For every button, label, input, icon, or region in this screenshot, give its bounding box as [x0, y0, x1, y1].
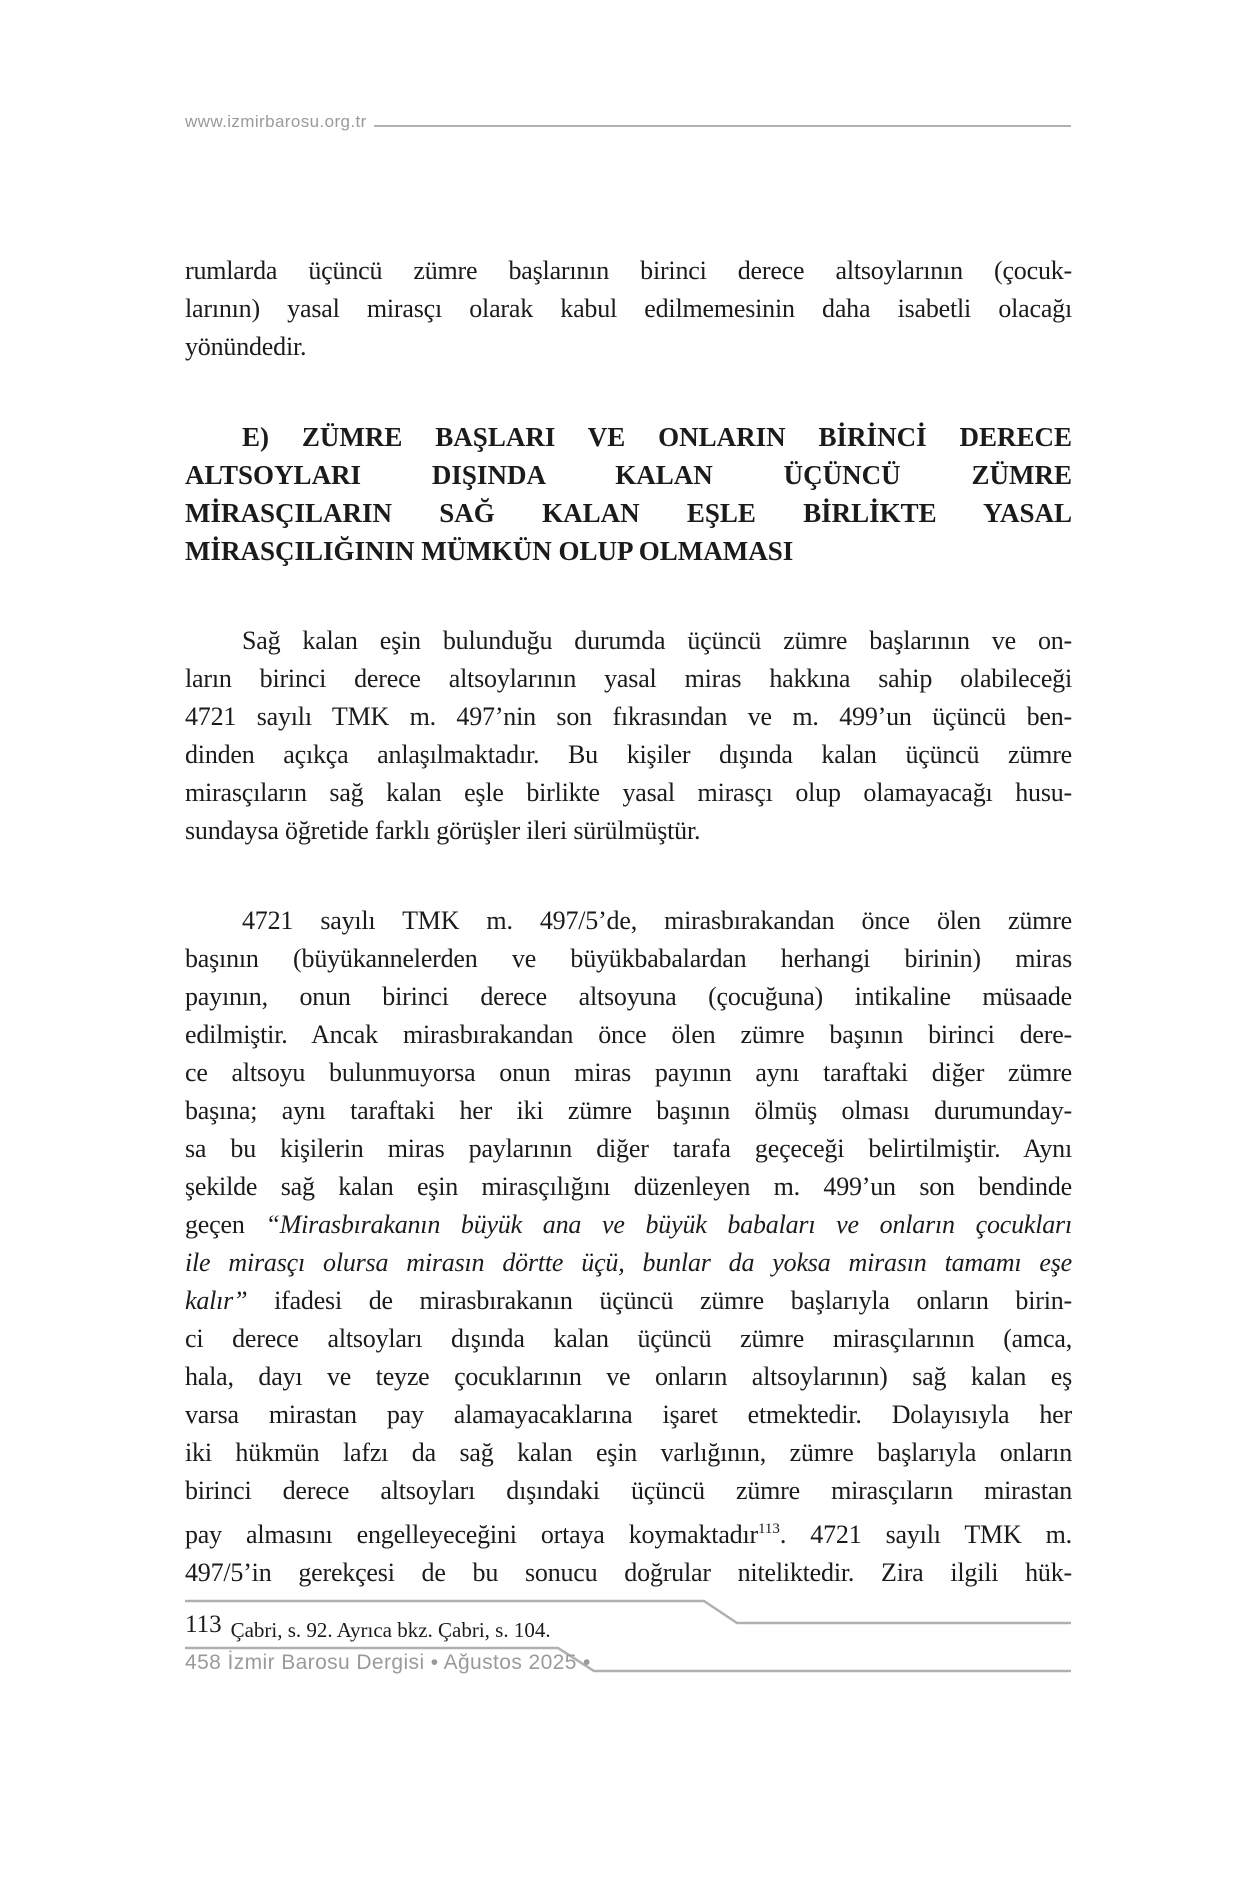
text-line: rumlarda üçüncü zümre başlarının birinci derece altsoylarının (çocuk- [185, 256, 1072, 285]
text-line: ALTSOYLARI DIŞINDA KALAN ÜÇÜNCÜ ZÜMRE [185, 460, 1072, 490]
text-line: 4721 sayılı TMK m. 497’nin son fıkrasından ve m. 499’un üçüncü ben- [185, 702, 1072, 731]
text-line: MİRASÇILIĞININ MÜMKÜN OLUP OLMAMASI [185, 536, 794, 566]
text-line: başına; aynı taraftaki her iki zümre başının ölmüş olması durumunday- [185, 1096, 1072, 1125]
text-line: ların birinci derece altsoylarının yasal miras hakkına sahip olabileceği [185, 664, 1072, 693]
text-line: MİRASÇILARIN SAĞ KALAN EŞLE BİRLİKTE YASAL [185, 498, 1072, 528]
text-line: başının (büyükannelerden ve büyükbabalardan herhangi birinin) miras [185, 944, 1072, 973]
paragraph [185, 902, 1072, 1592]
text-line: yönündedir. [185, 332, 307, 361]
journal-url: www.izmirbarosu.org.tr [185, 112, 367, 131]
page-footer [185, 1651, 1072, 1675]
text-line: dinden açıkça anlaşılmaktadır. Bu kişiler dışında kalan üçüncü zümre [185, 740, 1072, 769]
text-line: mirasçıların sağ kalan eşle birlikte yasal mirasçı olup olamayacağı husu- [185, 778, 1072, 807]
section-heading [185, 418, 1072, 570]
page-header [185, 112, 1072, 138]
paragraph [185, 622, 1072, 850]
text-line: 497/5’in gerekçesi de bu sonucu doğrular niteliktedir. Zira ilgili hük- [185, 1558, 1072, 1587]
text-line: geçen “Mirasbırakanın büyük ana ve büyük babaları ve onların çocukları [185, 1210, 1072, 1239]
text-line: pay almasını engelleyeceğini ortaya koymaktadır$^{113}$. 4721 sayılı TMK m. [185, 1520, 1072, 1549]
footnote-number: 113 [185, 1611, 222, 1638]
footer-text: 458 İzmir Barosu Dergisi • Ağustos 2025 • [185, 1651, 591, 1674]
paragraph [185, 252, 1072, 366]
text-line: edilmiştir. Ancak mirasbırakandan önce ölen zümre başının birinci dere- [185, 1020, 1072, 1049]
text-line: sundaysa öğretide farklı görüşler ileri sürülmüştür. [185, 816, 701, 845]
text-line: ce altsoyu bulunmuyorsa onun miras payının aynı taraftaki diğer zümre [185, 1058, 1072, 1087]
text-line: hala, dayı ve teyze çocuklarının ve onların altsoylarının) sağ kalan eş [185, 1362, 1072, 1391]
footnote-text: Çabri, s. 92. Ayrıca bkz. Çabri, s. 104. [230, 1618, 551, 1642]
footnote-ref: 113 [757, 1521, 780, 1537]
article-body [185, 252, 1072, 1592]
text-line: birinci derece altsoyları dışındaki üçüncü zümre mirasçıların mirastan [185, 1476, 1072, 1505]
text-line: şekilde sağ kalan eşin mirasçılığını düzenleyen m. 499’un son bendinde [185, 1172, 1072, 1201]
text-line: E) ZÜMRE BAŞLARI VE ONLARIN BİRİNCİ DERECE [242, 422, 1072, 452]
text-line: ci derece altsoyları dışında kalan üçüncü zümre mirasçılarının (amca, [185, 1324, 1072, 1353]
text-line: kalır” ifadesi de mirasbırakanın üçüncü zümre başlarıyla onların birin- [185, 1286, 1072, 1315]
text-line: larının) yasal mirasçı olarak kabul edilmemesinin daha isabetli olacağı [185, 294, 1072, 323]
text-line: sa bu kişilerin miras paylarının diğer tarafa geçeceği belirtilmiştir. Aynı [185, 1134, 1072, 1163]
text-line: ile mirasçı olursa mirasın dörtte üçü, bunlar da yoksa mirasın tamamı eşe [185, 1248, 1072, 1277]
text-line: iki hükmün lafzı da sağ kalan eşin varlığının, zümre başlarıyla onların [185, 1438, 1072, 1467]
footnote [185, 1610, 1072, 1645]
text-line: Sağ kalan eşin bulunduğu durumda üçüncü zümre başlarının ve on- [242, 626, 1072, 655]
text-line: 4721 sayılı TMK m. 497/5’de, mirasbırakandan önce ölen zümre [242, 906, 1072, 935]
text-line: varsa mirastan pay alamayacaklarına işaret etmektedir. Dolayısıyla her [185, 1400, 1072, 1429]
text-line: payının, onun birinci derece altsoyuna (çocuğuna) intikaline müsaade [185, 982, 1072, 1011]
